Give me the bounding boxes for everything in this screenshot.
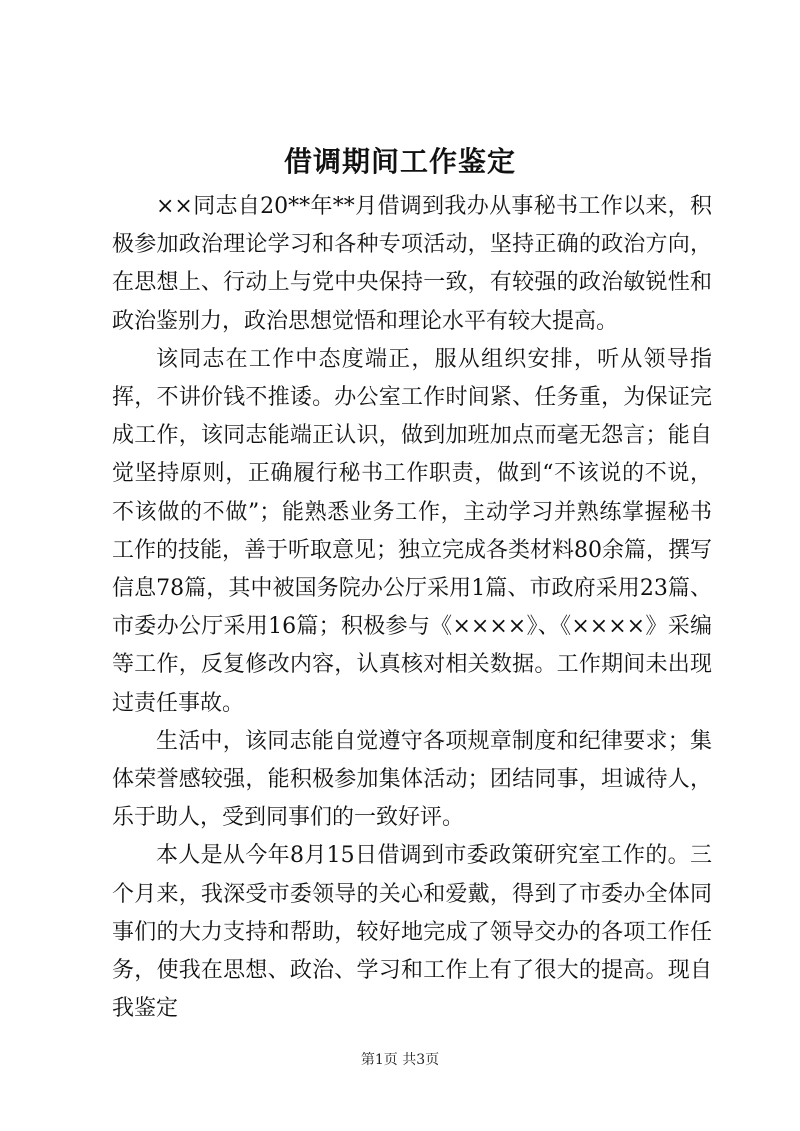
- paragraph-3: 生活中，该同志能自觉遵守各项规章制度和纪律要求；集体荣誉感较强，能积极参加集体活动；团结同事，坦诚待人，乐于助人，受到同事们的一致好评。: [112, 728, 712, 831]
- page-footer: [0, 1050, 800, 1070]
- document-title: 借调期间工作鉴定: [283, 145, 516, 178]
- paragraph-4: 本人是从今年8月15日借调到市委政策研究室工作的。三个月来，我深受市委领导的关心和爱戴，得到了市委办全体同事们的大力支持和帮助，较好地完成了领导交办的各项工作任务，使我在思想、政治、学习和工作上有了很大的提高。现自我鉴定: [112, 843, 712, 1022]
- document-body: [112, 188, 712, 1028]
- paragraph-1: ××同志自20**年**月借调到我办从事秘书工作以来，积极参加政治理论学习和各种专项活动，坚持正确的政治方向，在思想上、行动上与党中央保持一致，有较强的政治敏锐性和政治鉴别力，政治思想觉悟和理论水平有较大提高。: [112, 194, 712, 334]
- paragraph-2: 该同志在工作中态度端正，服从组织安排，听从领导指挥，不讲价钱不推诿。办公室工作时间紧、任务重，为保证完成工作，该同志能端正认识，做到加班加点而毫无怨言；能自觉坚持原则，正确履行秘书工作职责，做到“不该说的不说，不该做的不做”；能熟悉业务工作，主动学习并熟练掌握秘书工作的技能，善于听取意见；独立完成各类材料80余篇，撰写信息78篇，其中被国务院办公厅采用1篇、市政府采用23篇、市委办公厅采用16篇；积极参与《××××》、《××××》采编等工作，反复修改内容，认真核对相关数据。工作期间未出现过责任事故。: [112, 346, 712, 716]
- page-number-label: 第1页 共3页: [360, 1052, 440, 1068]
